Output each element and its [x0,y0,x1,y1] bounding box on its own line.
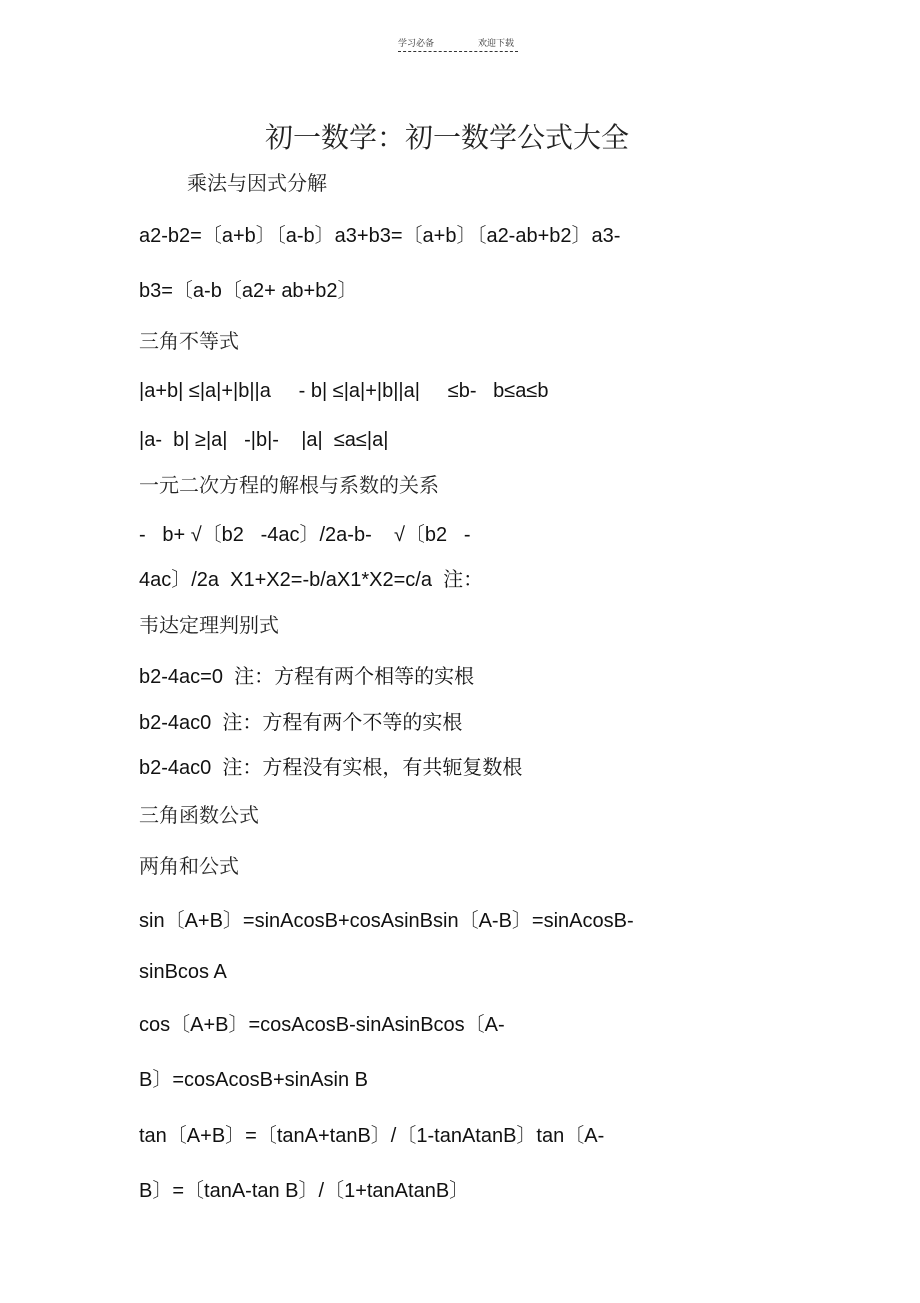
section-heading: 韦达定理判别式 [139,613,279,637]
section-heading: 一元二次方程的解根与系数的关系 [139,473,439,497]
section-heading: 乘法与因式分解 [187,171,327,195]
formula-line: tan〔A+B〕=〔tanA+tanB〕/〔1-tanAtanB〕tan〔A- [139,1125,605,1147]
formula-line: b2-4ac0 注：方程有两个不等的实根 [139,712,463,734]
page-header [398,36,514,49]
formula-line: sinBcos A [139,961,227,983]
formula-line: sin〔A+B〕=sinAcosB+cosAsinBsin〔A-B〕=sinAcosB- [139,910,634,932]
formula-line: 4ac〕/2a X1+X2=-b/aX1*X2=c/a 注： [139,569,484,591]
section-heading: 三角不等式 [139,329,239,353]
formula-line: B〕=cosAcosB+sinAsin B [139,1069,368,1091]
page-title: 初一数学：初一数学公式大全 [264,121,629,154]
formula-line: b3=〔a-b〔a2+ ab+b2〕 [139,280,358,302]
formula-line: B〕=〔tanA-tan B〕/〔1+tanAtanB〕 [139,1180,470,1202]
formula-line: a2-b2=〔a+b〕〔a-b〕a3+b3=〔a+b〕〔a2-ab+b2〕a3- [139,225,621,247]
section-heading: 两角和公式 [139,854,239,878]
header-divider [398,51,518,52]
formula-line: cos〔A+B〕=cosAcosB-sinAsinBcos〔A- [139,1014,505,1036]
formula-line: - b+ √〔b2 -4ac〕/2a-b- √〔b2 - [139,524,471,546]
formula-line: b2-4ac0 注：方程没有实根，有共轭复数根 [139,757,523,779]
formula-line: b2-4ac=0 注：方程有两个相等的实根 [139,666,475,688]
header-right-text: 欢迎下载 [478,39,515,49]
formula-line: |a- b| ≥|a| -|b|- |a| ≤a≤|a| [139,429,389,451]
header-left-text: 学习必备 [398,39,435,49]
section-heading: 三角函数公式 [139,803,259,827]
formula-line: |a+b| ≤|a|+|b||a - b| ≤|a|+|b||a| ≤b- b≤a≤b [139,380,549,402]
